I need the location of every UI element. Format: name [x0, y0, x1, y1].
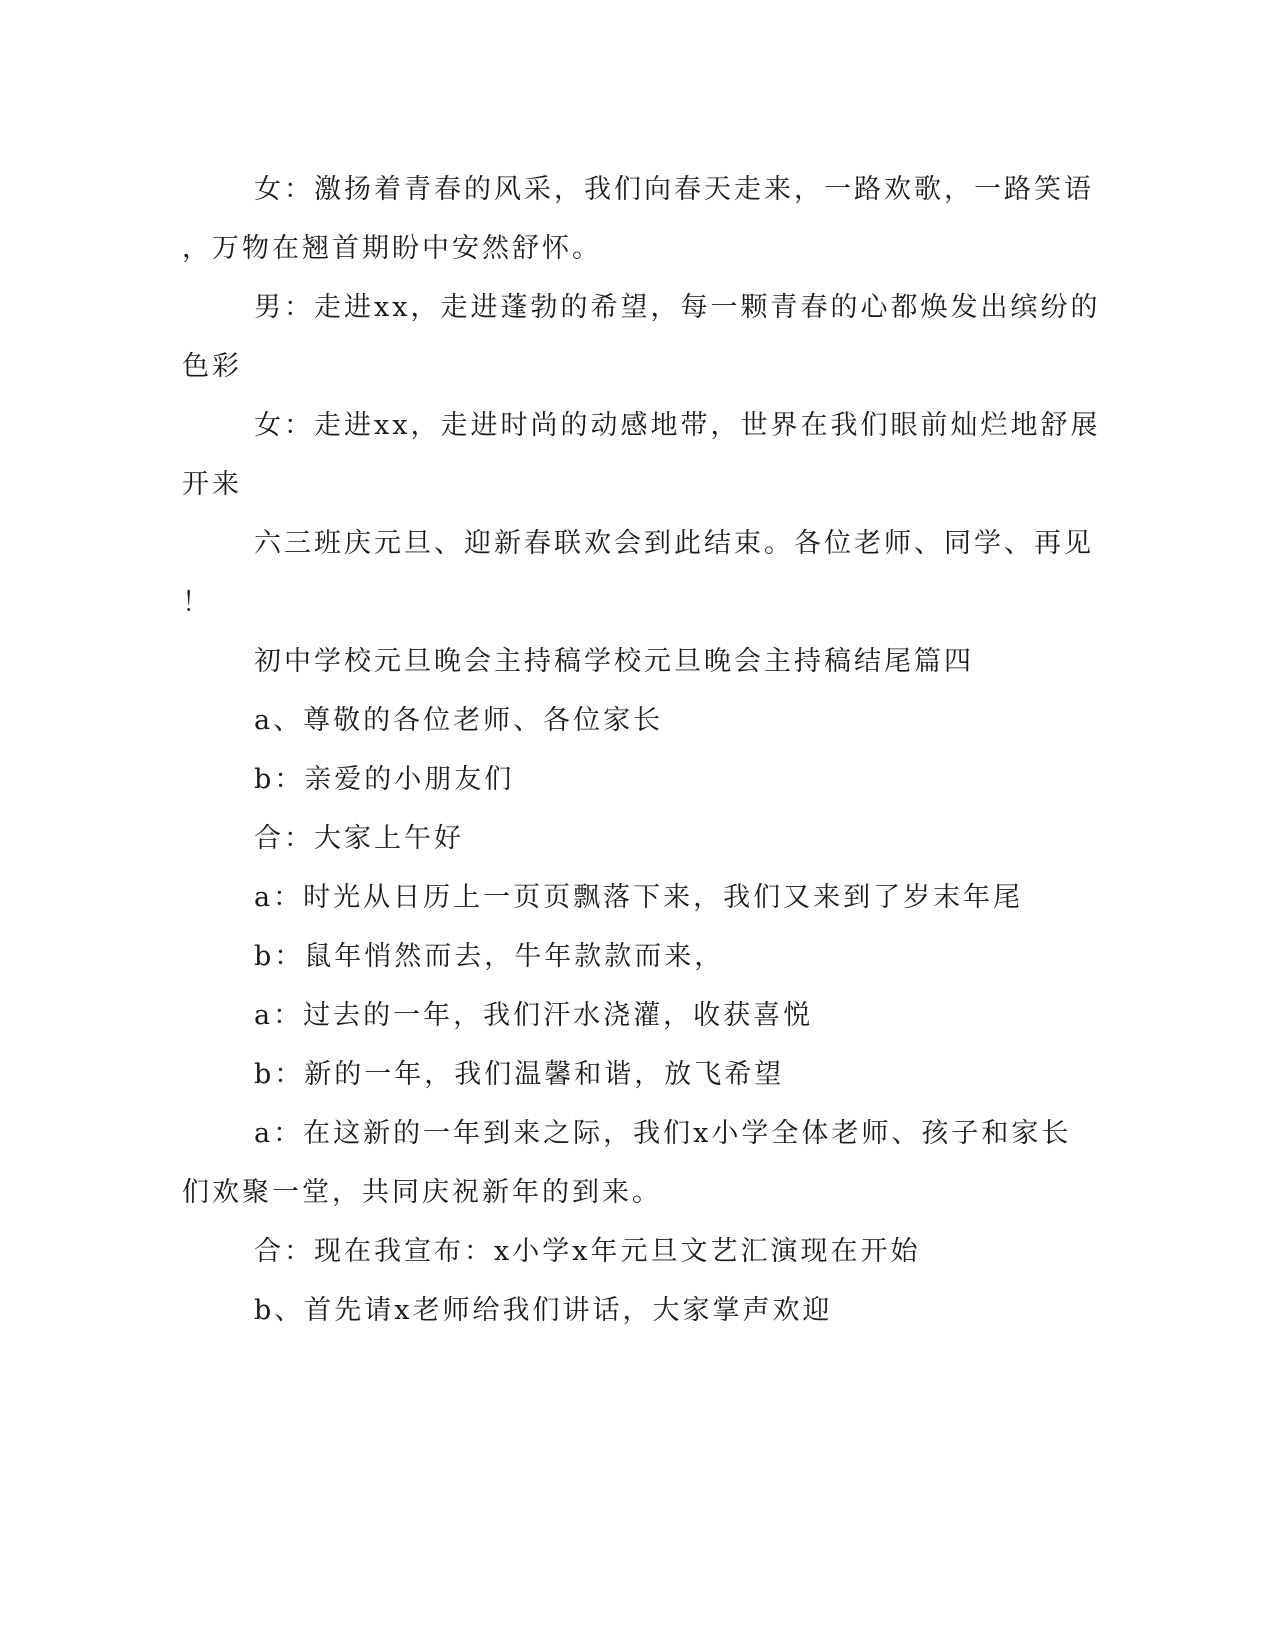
- text-line: 合：大家上午好: [254, 823, 464, 854]
- text-line: a、尊敬的各位老师、各位家长: [254, 705, 664, 736]
- text-line: 女：走进xx，走进时尚的动感地带，世界在我们眼前灿烂地舒展: [254, 410, 1101, 441]
- text-line: 们欢聚一堂，共同庆祝新年的到来。: [182, 1177, 662, 1208]
- document-body: [182, 160, 1101, 1340]
- text-line: 六三班庆元旦、迎新春联欢会到此结束。各位老师、同学、再见: [254, 528, 1094, 559]
- text-line: a：过去的一年，我们汗水浇灌，收获喜悦: [254, 1000, 814, 1031]
- text-line: a：时光从日历上一页页飘落下来，我们又来到了岁末年尾: [254, 882, 1024, 913]
- section-heading: 初中学校元旦晚会主持稿学校元旦晚会主持稿结尾篇四: [254, 646, 974, 677]
- text-line: a：在这新的一年到来之际，我们x小学全体老师、孩子和家长: [254, 1118, 1072, 1149]
- text-line: b：鼠年悄然而去，牛年款款而来，: [254, 941, 725, 972]
- text-line: b：新的一年，我们温馨和谐，放飞希望: [254, 1059, 785, 1090]
- text-line: ，万物在翘首期盼中安然舒怀。: [182, 233, 602, 264]
- text-line: 女：激扬着青春的风采，我们向春天走来，一路欢歌，一路笑语: [254, 174, 1094, 205]
- text-line: 男：走进xx，走进蓬勃的希望，每一颗青春的心都焕发出缤纷的: [254, 292, 1101, 323]
- text-line: b：亲爱的小朋友们: [254, 764, 515, 795]
- text-line: 开来: [182, 469, 242, 500]
- text-line: b、首先请x老师给我们讲话，大家掌声欢迎: [254, 1295, 833, 1326]
- text-line: ！: [182, 587, 212, 618]
- text-line: 合：现在我宣布：x小学x年元旦文艺汇演现在开始: [254, 1236, 921, 1267]
- text-line: 色彩: [182, 351, 242, 382]
